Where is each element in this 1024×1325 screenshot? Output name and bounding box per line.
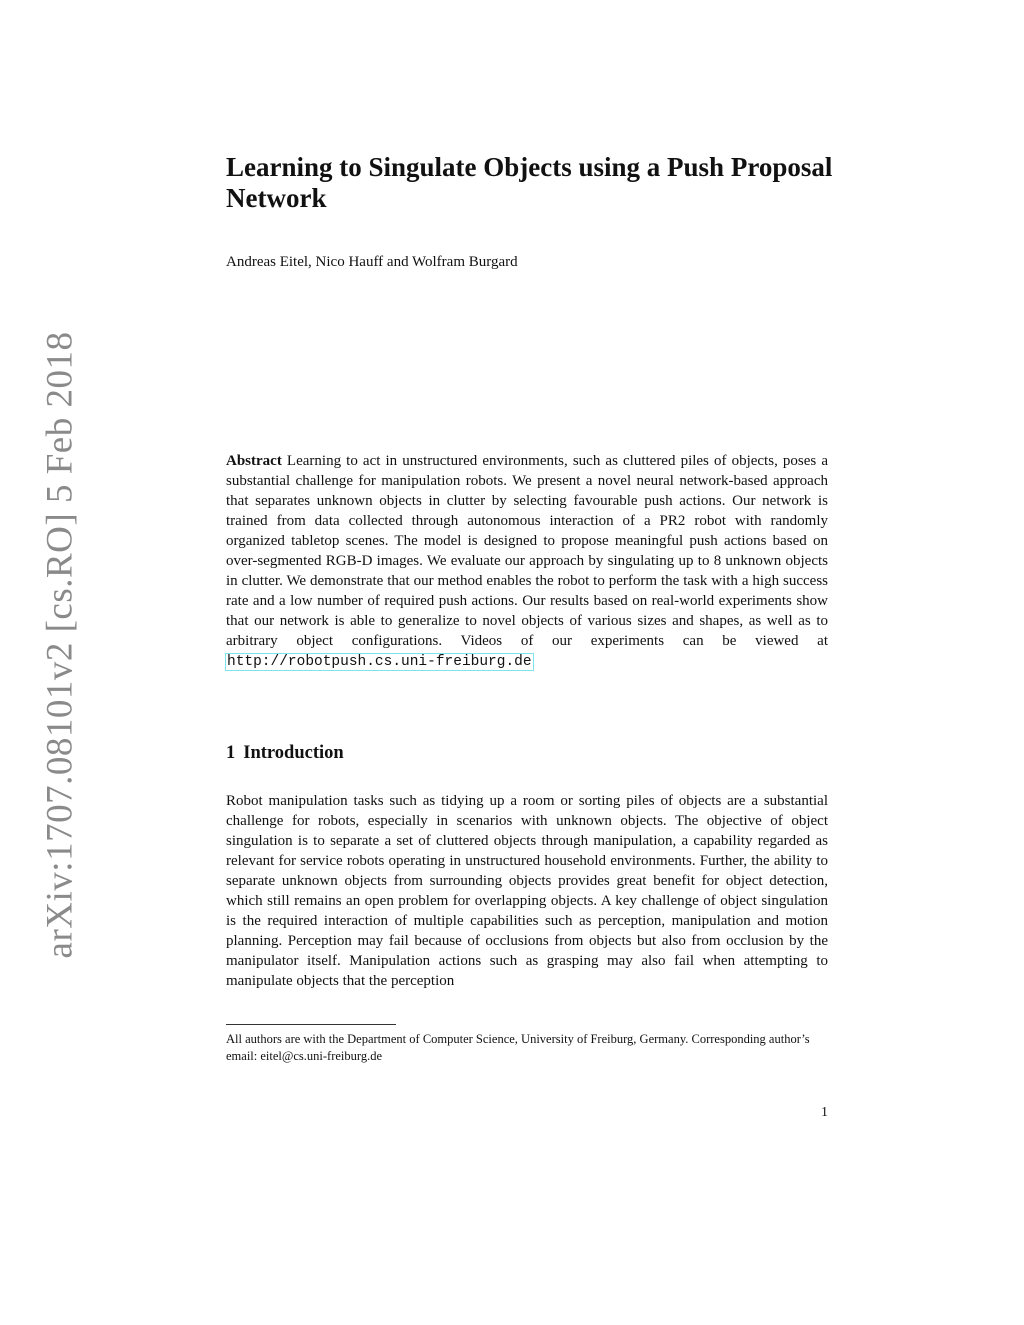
introduction-paragraph: Robot manipulation tasks such as tidying up a room or sorting piles of objects are a substantial challenge for robots, especially in scenarios with unknown objects. The objective of object singulation is to separate a set of cluttered objects through manipulation, a capability regarded as relevant for service robots operating in unstructured household environments. Further, the ability to separate unknown objects from surrounding objects provides great benefit for object detection, which still remains an open problem for overlapping objects. A key challenge of object singulation is the required interaction of multiple capabilities such as perception, manipulation and motion planning. Perception may fail because of occlusions from objects but also from occlusion by the manipulator itself. Manipulation actions such as grasping may also fail when attempting to manipulate objects that the perception	[226, 793, 828, 989]
paper-title: Learning to Singulate Objects using a Push Proposal Network	[226, 152, 833, 213]
footnote-rule	[226, 1024, 396, 1025]
abstract-text: Learning to act in unstructured environments, such as cluttered piles of objects, poses a substantial challenge for manipulation robots. We present a novel neural network-based approach that separates unknown objects in clutter by selecting favourable push actions. Our network is trained from data collected through autonomous interaction of a PR2 robot with randomly organized tabletop scenes. The model is designed to propose meaningful push actions based on over-segmented RGB-D images. We evaluate our approach by singulating up to 8 unknown objects in clutter. We demonstrate that our method enables the robot to perform the task with a high success rate and a low number of required push actions. Our results based on real-world experiments show that our network is able to generalize to novel objects of various sizes and shapes, as well as to arbitrary object configurations. Videos of our experiments can be viewed at	[226, 453, 828, 649]
section-number: 1	[226, 743, 236, 763]
abstract-label: Abstract	[226, 453, 282, 469]
page-number: 1	[821, 1105, 828, 1120]
project-url-link[interactable]: http://robotpush.cs.uni-freiburg.de	[227, 654, 532, 670]
arxiv-stamp: arXiv:1707.08101v2 [cs.RO] 5 Feb 2018	[39, 331, 81, 959]
footnote: All authors are with the Department of Computer Science, University of Freiburg, Germany. Corresponding author’s email: eitel@cs.uni-freiburg.de	[226, 1032, 810, 1063]
paper-authors: Andreas Eitel, Nico Hauff and Wolfram Burgard	[226, 254, 518, 270]
section-title: Introduction	[243, 743, 344, 763]
abstract	[226, 451, 828, 672]
section-heading	[226, 741, 344, 765]
